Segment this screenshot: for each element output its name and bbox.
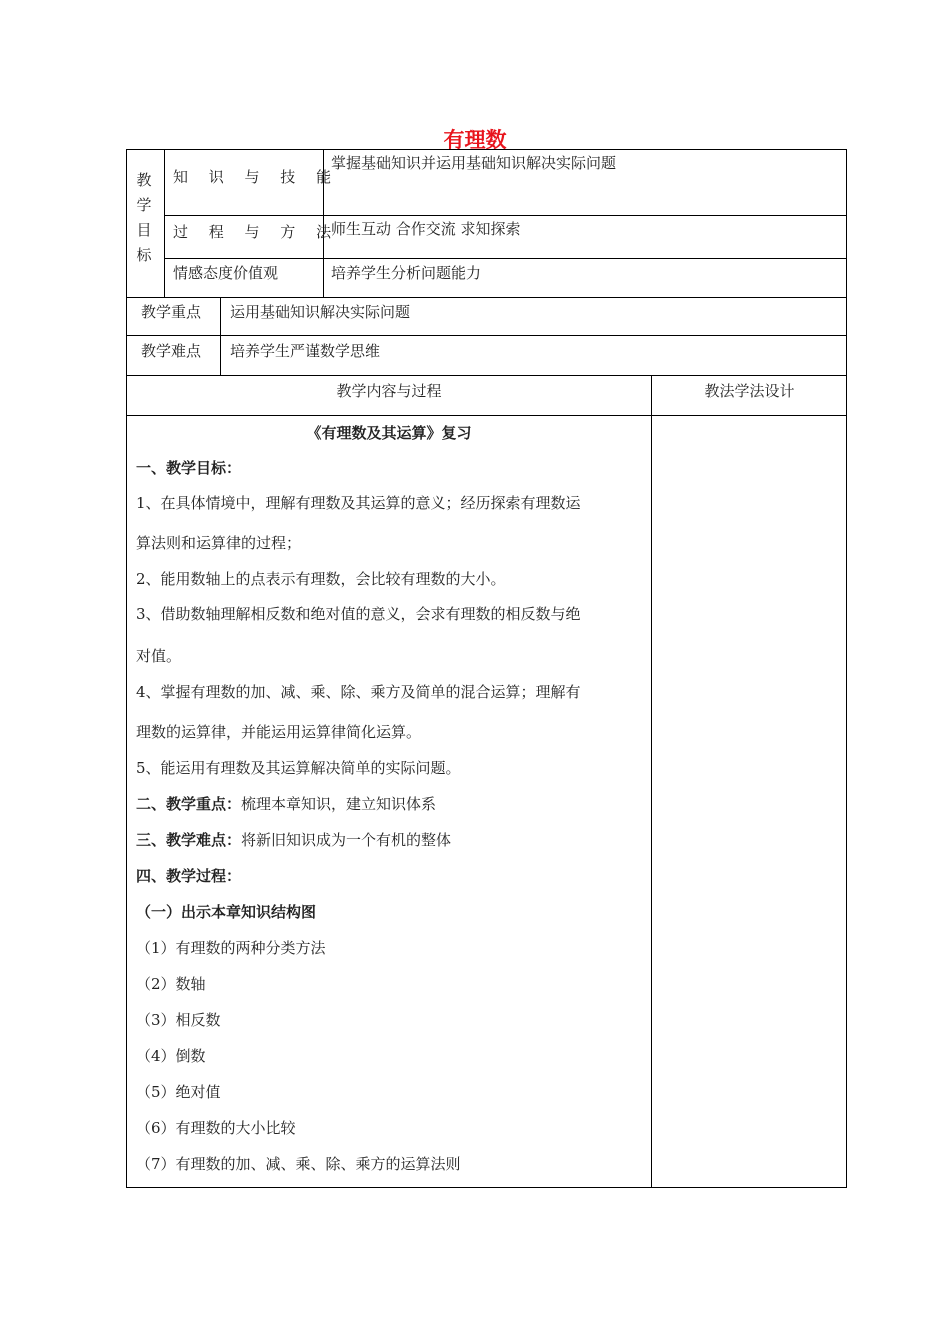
difficulty-value: 培养学生严谨数学思维 [230, 342, 381, 360]
content-line [136, 1046, 206, 1066]
content-line-text: （2）数轴 [136, 975, 206, 993]
content-line-text: （3）相反数 [136, 1011, 221, 1029]
row-divider [164, 258, 847, 259]
col-divider [164, 149, 165, 297]
content-line-text: 一、教学目标： [136, 459, 242, 477]
objective-label-attitude: 情感态度价值观 [173, 264, 279, 282]
objective-label-process: 过 程 与 方 法 [173, 223, 340, 241]
content-line [136, 758, 461, 778]
content-line-text: （6）有理数的大小比较 [136, 1119, 296, 1137]
key-point-value: 运用基础知识解决实际问题 [230, 303, 411, 321]
objectives-label-char: 标 [136, 246, 152, 264]
content-line-text: 2、能用数轴上的点表示有理数，会比较有理数的大小。 [136, 570, 506, 588]
difficulty-label: 教学难点 [141, 342, 202, 360]
key-point-label: 教学重点 [141, 303, 202, 321]
content-line [136, 866, 241, 886]
content-line [136, 458, 241, 478]
content-line [136, 569, 506, 589]
row-divider [126, 335, 847, 336]
content-line-text: 理数的运算律，并能运用运算律简化运算。 [136, 723, 422, 741]
content-line [136, 604, 581, 624]
content-line [136, 974, 206, 994]
content-line-text: 3、借助数轴理解相反数和绝对值的意义，会求有理数的相反数与绝 [136, 605, 581, 623]
row-divider [126, 415, 847, 416]
content-line [136, 794, 436, 814]
objective-value-process: 师生互动 合作交流 求知探索 [331, 220, 521, 238]
content-line [136, 938, 326, 958]
objective-value-knowledge: 掌握基础知识并运用基础知识解决实际问题 [331, 154, 617, 172]
content-line-text: 4、掌握有理数的加、减、乘、除、乘方及简单的混合运算；理解有 [136, 683, 581, 701]
col-divider [651, 375, 652, 1188]
content-line-rest: 将新旧知识成为一个有机的整体 [241, 831, 452, 849]
content-line-text: 1、在具体情境中，理解有理数及其运算的意义；经历探索有理数运 [136, 494, 581, 512]
content-line [136, 1010, 221, 1030]
content-line [136, 682, 581, 702]
content-line [136, 902, 316, 922]
page-title: 有理数 [443, 128, 507, 152]
objective-value-attitude: 培养学生分析问题能力 [331, 264, 482, 282]
objective-label-knowledge: 知 识 与 技 能 [173, 168, 340, 186]
content-line-text: （5）绝对值 [136, 1083, 221, 1101]
content-line-text: （4）倒数 [136, 1047, 206, 1065]
content-line-text: 三、教学难点： [136, 831, 242, 849]
content-line [136, 830, 451, 850]
content-line-text: 二、教学重点： [136, 795, 242, 813]
content-line [136, 533, 301, 553]
objectives-label-char: 教 [136, 171, 152, 189]
content-line-text: 5、能运用有理数及其运算解决简单的实际问题。 [136, 759, 461, 777]
row-divider [126, 297, 847, 298]
content-line-rest: 梳理本章知识，建立知识体系 [241, 795, 437, 813]
content-line-text: （一）出示本章知识结构图 [136, 903, 317, 921]
objectives-label-char: 学 [136, 196, 152, 214]
content-line [136, 493, 581, 513]
content-line-text: （7）有理数的加、减、乘、除、乘方的运算法则 [136, 1155, 461, 1173]
objectives-label [134, 168, 154, 268]
design-column-header: 教法学法设计 [704, 382, 795, 400]
content-column-header: 教学内容与过程 [336, 382, 442, 400]
col-divider [220, 297, 221, 375]
objectives-label-char: 目 [136, 221, 152, 239]
row-divider [164, 215, 847, 216]
content-line-text: 对值。 [136, 647, 182, 665]
content-line [136, 1154, 461, 1174]
row-divider [126, 375, 847, 376]
content-line-text: 四、教学过程： [136, 867, 242, 885]
content-line [136, 1118, 296, 1138]
content-line [136, 722, 421, 742]
content-line-text: （1）有理数的两种分类方法 [136, 939, 326, 957]
content-line [136, 646, 181, 666]
section-title: 《有理数及其运算》复习 [306, 424, 472, 442]
content-line [136, 1082, 221, 1102]
content-line-text: 算法则和运算律的过程； [136, 534, 302, 552]
